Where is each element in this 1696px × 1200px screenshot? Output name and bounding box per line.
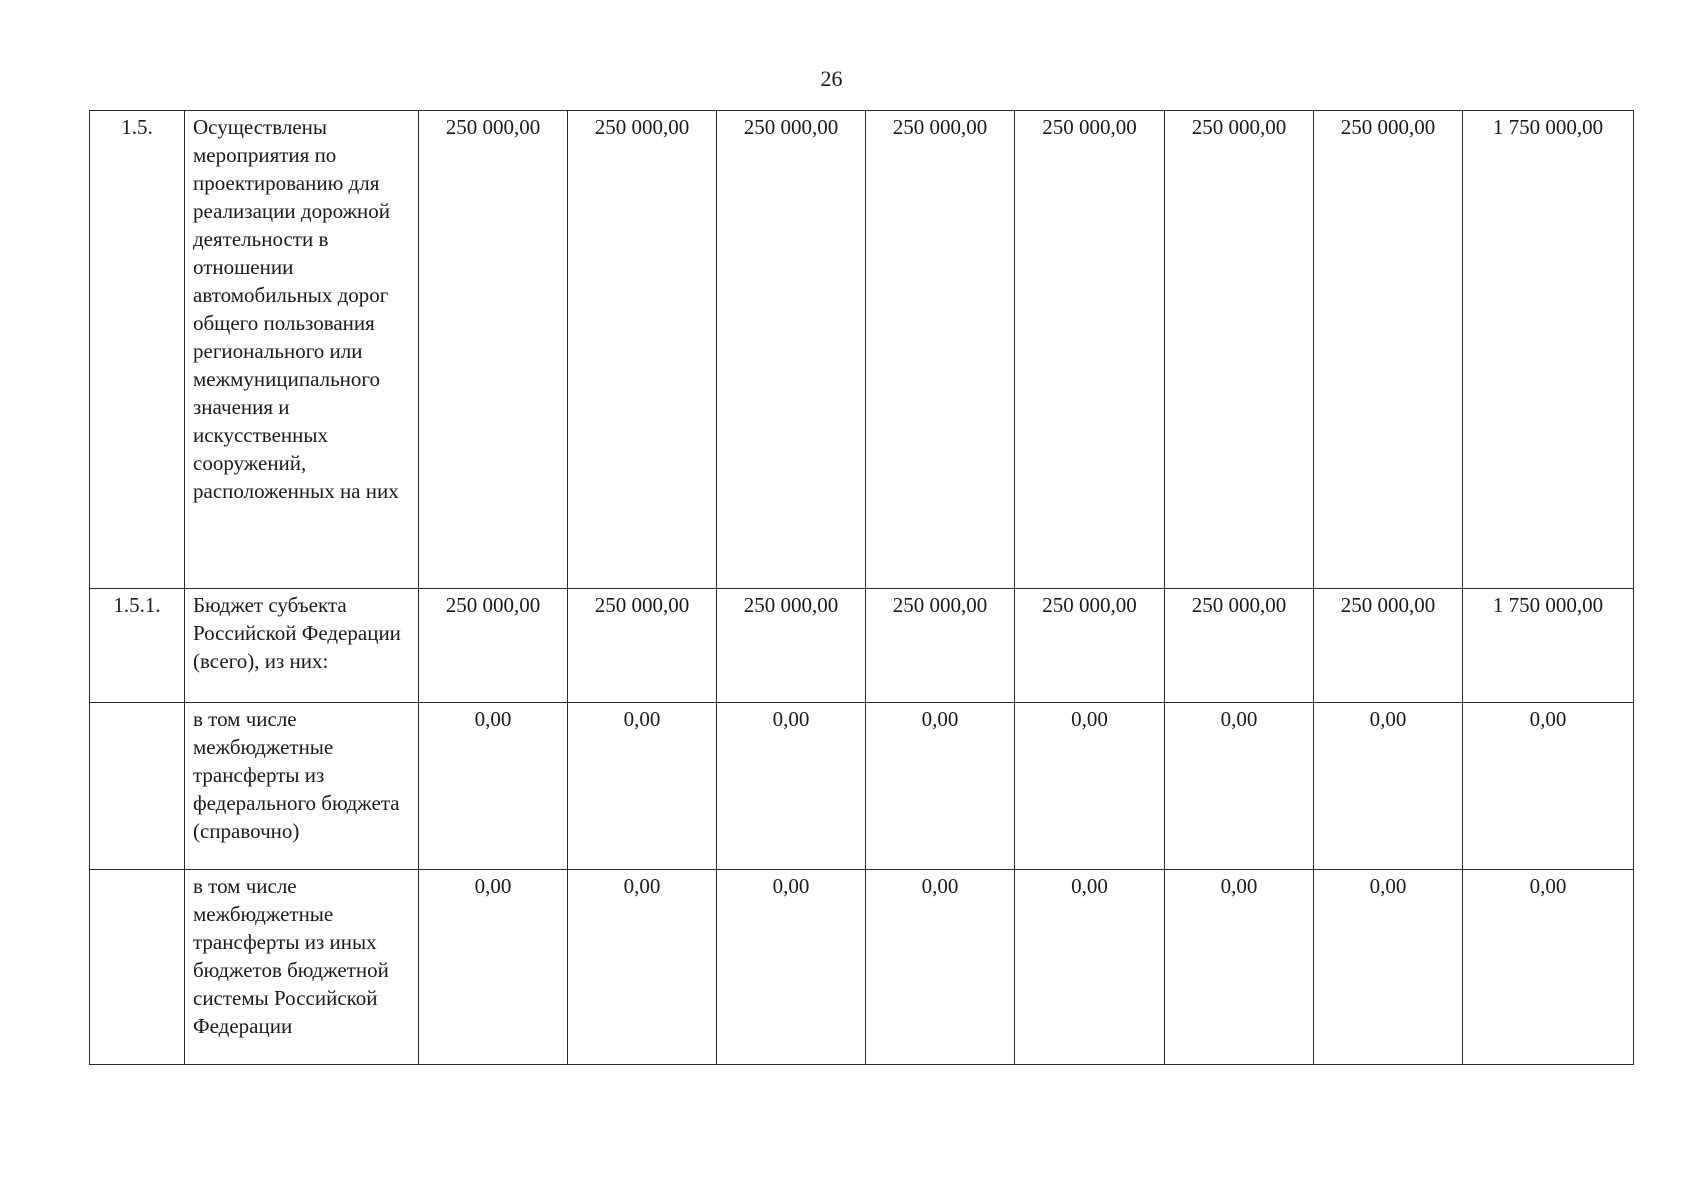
- total-cell: 0,00: [1463, 870, 1634, 1065]
- value-cell: 0,00: [568, 703, 717, 870]
- row-description: в том числе межбюджетные трансферты из федерального бюджета (справочно): [185, 703, 419, 870]
- value-cell: 0,00: [866, 870, 1015, 1065]
- value-cell: 0,00: [717, 870, 866, 1065]
- value-cell: 250 000,00: [1165, 589, 1314, 703]
- value-cell: 250 000,00: [717, 589, 866, 703]
- value-cell: 0,00: [1314, 703, 1463, 870]
- value-cell: 250 000,00: [1015, 589, 1165, 703]
- value-cell: 250 000,00: [419, 589, 568, 703]
- value-cell: 250 000,00: [717, 111, 866, 589]
- value-cell: 250 000,00: [1314, 111, 1463, 589]
- table-row: [90, 703, 1634, 870]
- row-description: Бюджет субъекта Российской Федерации (всего), из них:: [185, 589, 419, 703]
- row-code: [90, 870, 185, 1065]
- table-row: [90, 589, 1634, 703]
- value-cell: 0,00: [419, 870, 568, 1065]
- value-cell: 0,00: [717, 703, 866, 870]
- value-cell: 250 000,00: [866, 589, 1015, 703]
- table-row: [90, 111, 1634, 589]
- row-description: Осуществлены мероприятия по проектированию для реализации дорожной деятельности в отношении автомобильных дорог общего пользования регионального или межмуниципального значения и искусственных сооружений, расположенных на них: [185, 111, 419, 589]
- value-cell: 0,00: [1165, 870, 1314, 1065]
- row-description: в том числе межбюджетные трансферты из иных бюджетов бюджетной системы Российской Федерации: [185, 870, 419, 1065]
- value-cell: 250 000,00: [1165, 111, 1314, 589]
- value-cell: 0,00: [1314, 870, 1463, 1065]
- table-row: [90, 870, 1634, 1065]
- value-cell: 250 000,00: [866, 111, 1015, 589]
- value-cell: 0,00: [1015, 703, 1165, 870]
- value-cell: 250 000,00: [1015, 111, 1165, 589]
- value-cell: 250 000,00: [568, 111, 717, 589]
- value-cell: 250 000,00: [568, 589, 717, 703]
- page-number: 26: [820, 66, 843, 91]
- budget-table: [89, 110, 1634, 1065]
- value-cell: 0,00: [866, 703, 1015, 870]
- row-code: 1.5.: [90, 111, 185, 589]
- value-cell: 0,00: [568, 870, 717, 1065]
- value-cell: 0,00: [1165, 703, 1314, 870]
- row-code: [90, 703, 185, 870]
- value-cell: 0,00: [1015, 870, 1165, 1065]
- value-cell: 250 000,00: [419, 111, 568, 589]
- value-cell: 0,00: [419, 703, 568, 870]
- value-cell: 250 000,00: [1314, 589, 1463, 703]
- row-code: 1.5.1.: [90, 589, 185, 703]
- total-cell: 0,00: [1463, 703, 1634, 870]
- total-cell: 1 750 000,00: [1463, 111, 1634, 589]
- total-cell: 1 750 000,00: [1463, 589, 1634, 703]
